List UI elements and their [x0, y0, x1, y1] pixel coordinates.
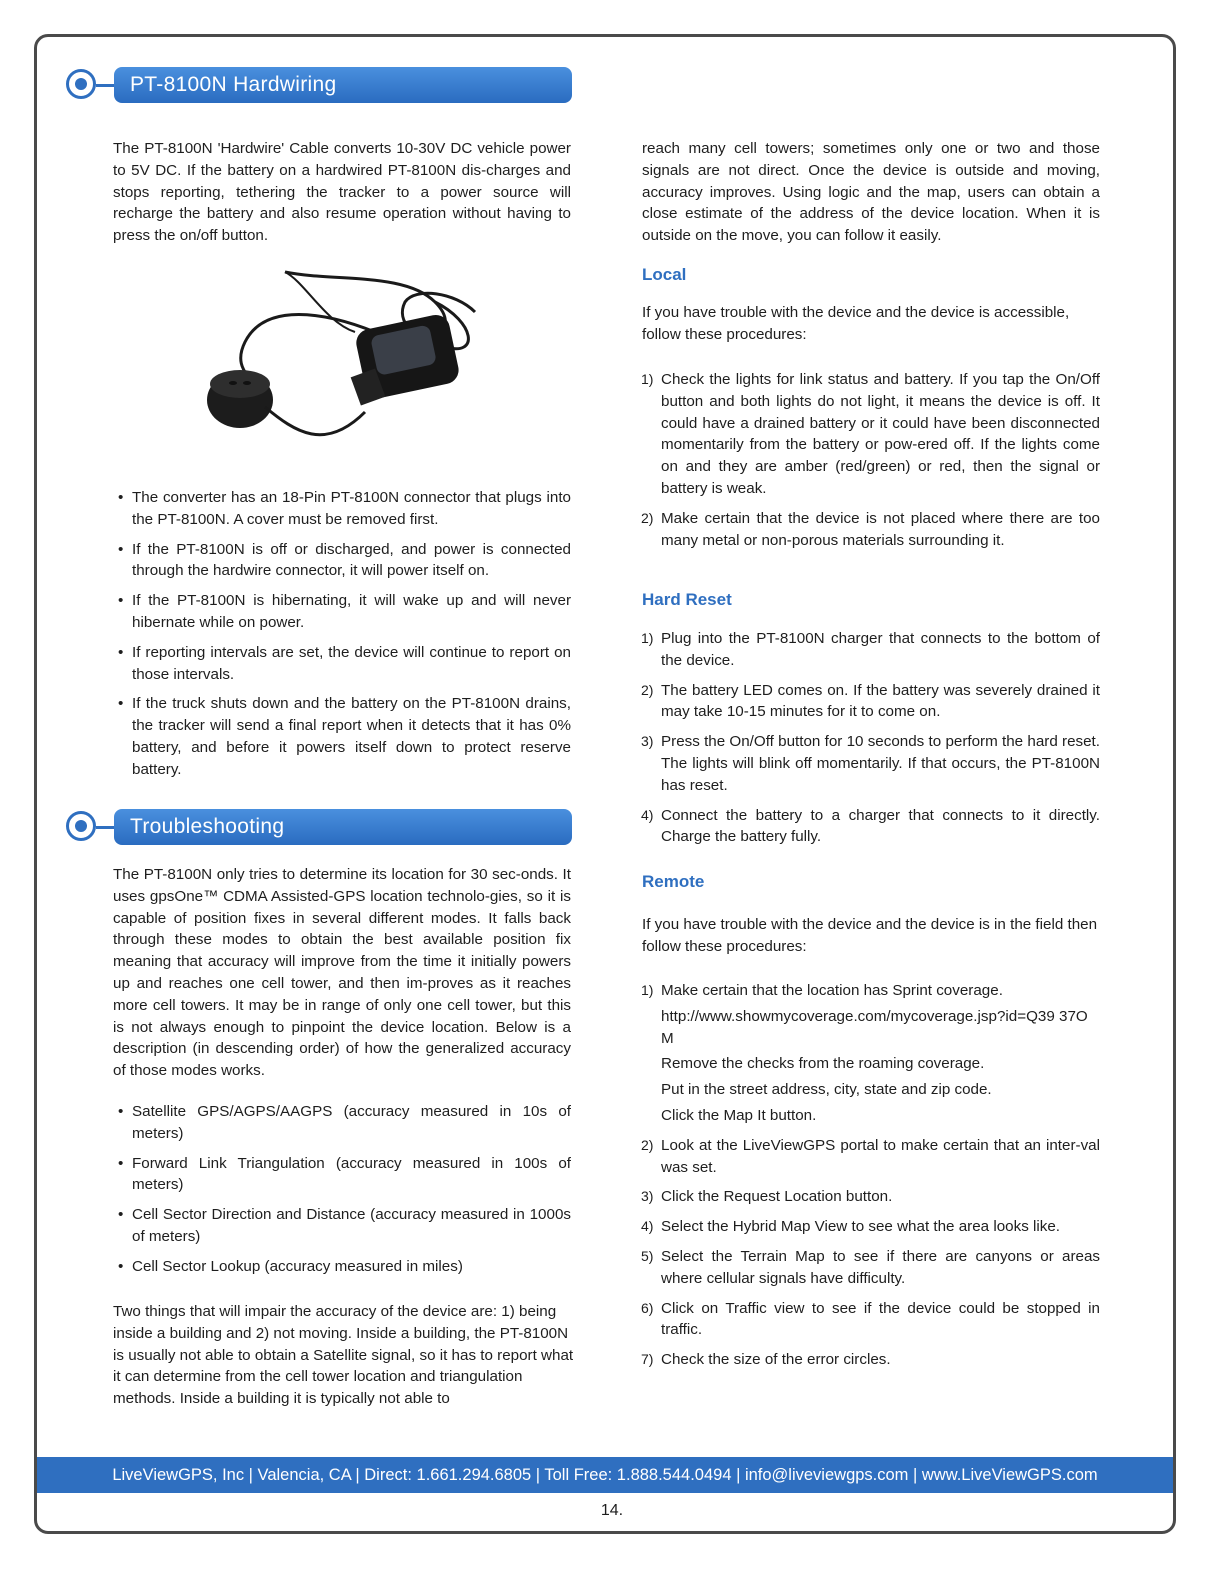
list-item: [642, 1186, 1100, 1208]
step-text: Click the Request Location button.: [661, 1188, 893, 1206]
step-number: 4): [641, 806, 654, 823]
list-item: [642, 1246, 1100, 1290]
sub-step: Remove the checks from the roaming coverage.: [661, 1055, 985, 1073]
section-banner-hardwiring: [66, 67, 572, 103]
troubleshooting-closing: Two things that will impair the accuracy of the device are: 1) being inside a building and 2) not moving. Inside a building, the PT-8100N is usually not able to obtain a Satellite signal, so it has to report what it can determine from the cell tower location and triangulation methods. Inside a building it is typically not able to: [113, 1303, 574, 1408]
troubleshooting-intro: The PT-8100N only tries to determine its location for 30 sec-onds. It uses gpsOne™ CDMA Assisted-GPS location technolo-gies, so it is capable of position fixes in several different modes. It falls back through these modes to obtain the best available position fix meaning that accuracy will improve from the time it initially powers up and reaches one cell tower, and then im-proves as it reaches more cell towers. It may be in range of only one cell tower, but this is not always enough to pinpoint the device location. Below is a description (in descending order) of how the generalized accuracy of those modes works.: [113, 866, 571, 1080]
local-section: [642, 264, 1100, 286]
list-item: • Satellite GPS/AGPS/AAGPS (accuracy measured in 10s of meters): [113, 1101, 571, 1145]
list-item: [642, 1298, 1100, 1342]
remote-steps: [642, 980, 1100, 1371]
step-text: Select the Terrain Map to see if there are canyons or areas where cellular signals have difficulty.: [661, 1247, 1100, 1287]
page-number: 14.: [600, 1502, 624, 1519]
step-text: Check the size of the error circles.: [661, 1351, 891, 1369]
hardwiring-intro-block: [113, 138, 571, 247]
list-item: [642, 805, 1100, 849]
hard-reset-heading: Hard Reset: [642, 590, 732, 609]
hardwiring-bullet-list: [113, 487, 571, 781]
step-text: Plug into the PT-8100N charger that connects to the bottom of the device.: [661, 630, 1100, 669]
section-title: PT-8100N Hardwiring: [114, 67, 572, 103]
step-text: Select the Hybrid Map View to see what the area looks like.: [661, 1218, 1061, 1236]
banner-connector-line: [96, 84, 116, 87]
accuracy-mode-list: [113, 1101, 571, 1278]
step-text: Click on Traffic view to see if the device could be stopped in traffic.: [661, 1299, 1100, 1339]
remote-intro-block: [642, 914, 1100, 958]
footer-contact-bar: LiveViewGPS, Inc | Valencia, CA | Direct: 1.661.294.6805 | Toll Free: 1.888.544.0494 | info@liveviewgps.com | www.LiveViewGPS.com: [37, 1457, 1173, 1493]
troubleshooting-intro-block: [113, 864, 571, 1082]
list-item: [642, 1135, 1100, 1179]
local-intro: If you have trouble with the device and the device is accessible, follow these procedures:: [642, 304, 1070, 343]
troubleshooting-continued: reach many cell towers; sometimes only one or two and those signals are not direct. Once the device is outside and moving, accuracy improves. Using logic and the map, users can obtain a close estimate of the address of the device location. When it is outside on the move, you can follow it easily.: [642, 140, 1100, 245]
step-number: 3): [641, 733, 654, 750]
step-number: 2): [641, 1136, 654, 1153]
step-text: Look at the LiveViewGPS portal to make certain that an inter-val was set.: [661, 1136, 1100, 1176]
step-number: 2): [641, 509, 654, 526]
step-number: 4): [641, 1218, 654, 1235]
step-text: Check the lights for link status and battery. If you tap the On/Off button and both lights do not light, it means the device is off. It could have a drained battery or it could have been disconnected momentarily from the battery or pow-ered off. If the lights come on and they are amber (red/green) or red, then the signal or battery is weak.: [661, 371, 1100, 497]
local-steps: [642, 369, 1100, 551]
list-item: • Cell Sector Lookup (accuracy measured in miles): [113, 1256, 571, 1278]
list-item: • Cell Sector Direction and Distance (accuracy measured in 1000s of meters): [113, 1204, 571, 1248]
step-number: 7): [641, 1351, 654, 1368]
list-item: • The converter has an 18-Pin PT-8100N connector that plugs into the PT-8100N. A cover must be removed first.: [113, 487, 571, 531]
local-heading: Local: [642, 265, 687, 284]
hard-reset-steps: [642, 628, 1100, 848]
step-text: Make certain that the device is not placed where there are too many metal or non-porous materials surrounding it.: [661, 509, 1100, 549]
circle-bullet-icon: [66, 811, 96, 841]
section-title: Troubleshooting: [114, 809, 572, 845]
list-item: [642, 628, 1100, 672]
sub-step: Put in the street address, city, state and zip code.: [661, 1081, 992, 1099]
step-number: 1): [641, 982, 654, 998]
troubleshooting-closing-block: [113, 1301, 575, 1410]
list-item: • Forward Link Triangulation (accuracy measured in 100s of meters): [113, 1153, 571, 1197]
step-number: 1): [641, 371, 654, 387]
list-item: [642, 731, 1100, 796]
hardwire-cable-photo: [205, 262, 495, 462]
list-item: [642, 369, 1100, 500]
step-text: The battery LED comes on. If the battery was severely drained it may take 10-15 minutes for it to come on.: [661, 681, 1100, 721]
list-item: [642, 680, 1100, 724]
step-text: Connect the battery to a charger that connects to it directly. Charge the battery fully.: [661, 806, 1100, 846]
step-number: 3): [641, 1188, 654, 1205]
section-banner-troubleshooting: [66, 809, 572, 845]
troubleshooting-continued-block: [642, 138, 1100, 247]
step-number: 6): [641, 1299, 654, 1316]
list-item: [642, 1216, 1100, 1238]
list-item: [642, 980, 1100, 1002]
list-item: • If reporting intervals are set, the device will continue to report on those intervals.: [113, 642, 571, 686]
banner-connector-line: [96, 826, 116, 829]
list-item: • If the PT-8100N is off or discharged, and power is connected through the hardwire connector, it will power itself on.: [113, 539, 571, 583]
list-item: • If the truck shuts down and the battery on the PT-8100N drains, the tracker will send a final report when it detects that it has 0% battery, and before it powers itself down to protect reserve battery.: [113, 693, 571, 780]
step-number: 5): [641, 1247, 654, 1264]
sub-step: Click the Map It button.: [661, 1106, 817, 1124]
step-number: 2): [641, 681, 654, 698]
list-item: [642, 1349, 1100, 1371]
remote-heading: Remote: [642, 872, 705, 891]
circle-bullet-icon: [66, 69, 96, 99]
step-text: Make certain that the location has Sprint coverage.: [661, 982, 1003, 999]
local-intro-block: [642, 302, 1100, 346]
list-item: • If the PT-8100N is hibernating, it will wake up and will never hibernate while on power.: [113, 590, 571, 634]
remote-intro: If you have trouble with the device and the device is in the field then follow these procedures:: [642, 916, 1098, 955]
step-number: 1): [641, 630, 654, 646]
hardwiring-intro: The PT-8100N 'Hardwire' Cable converts 10-30V DC vehicle power to 5V DC. If the battery on a hardwired PT-8100N dis-charges and stops reporting, tethering the tracker to a power source will recharge the battery and also resume operation without having to press the on/off button.: [113, 140, 571, 245]
coverage-url: http://www.showmycoverage.com/mycoverage.jsp?id=Q39 37OM: [661, 1007, 1088, 1047]
step-text: Press the On/Off button for 10 seconds to perform the hard reset. The lights will blink off momentarily. If that occurs, the PT-8100N has reset.: [661, 733, 1100, 794]
hard-reset-section: [642, 589, 1100, 611]
remote-section: [642, 871, 1100, 893]
list-item: [642, 508, 1100, 552]
